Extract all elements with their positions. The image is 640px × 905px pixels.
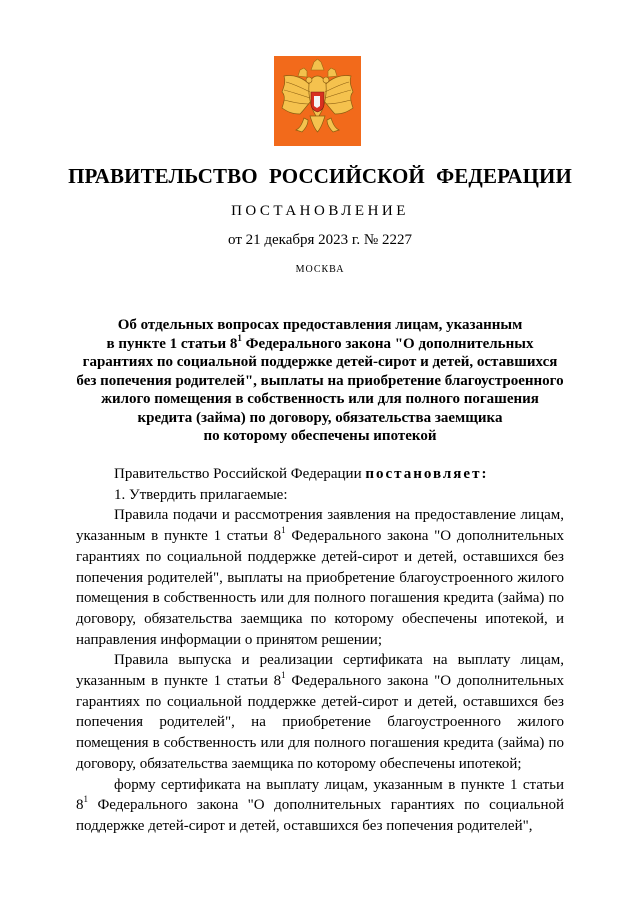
paragraph-certificate-form: форму сертификата на выплату лицам, указанным в пункте 1 статьи $8^1$ Федерального закона "О дополнительных гарантиях по социальной поддержке детей-сирот и детей, оставшихся без попечения родителей", <box>76 776 564 834</box>
heading-line: кредита (займа) по договору, обязательства заемщика <box>137 409 503 426</box>
paragraph-preamble: Правительство Российской Федерации постановляет: <box>114 466 489 482</box>
document-body <box>76 464 564 837</box>
document-heading <box>70 316 570 446</box>
paragraph-rules-application: Правила подачи и рассмотрения заявления на предоставление лицам, указанным в пункте 1 статьи $8^1$ Федерального закона "О дополнительных гарантиях по социальной поддержке детей-сирот и детей, оставшихся без попечения родителей", выплаты на приобретение благоустроенного жилого помещения в собственность или для полного погашения кредита (займа) по договору, обязательства заемщика по которому обеспечены ипотекой, и направления информации о принятом решении; <box>76 507 564 648</box>
heading-line: гарантиях по социальной поддержке детей-сирот и детей, оставшихся <box>82 354 558 370</box>
paragraph-item-1: 1. Утвердить прилагаемые: <box>114 486 288 503</box>
coat-of-arms-emblem <box>274 56 361 146</box>
decree-verb: постановляет: <box>365 466 489 482</box>
paragraph-rules-certificate: Правила выпуска и реализации сертификата на выплату лицам, указанным в пункте 1 статьи $8^1$ Федерального закона "О дополнительных гарантиях по социальной поддержке детей-сирот и детей, оставшихся без попечения родителей", на приобретение благоустроенного жилого помещения в собственность или для полного погашения кредита (займа) по договору, обязательства заемщика по которому обеспечены ипотекой; <box>76 652 564 772</box>
heading-line: Об отдельных вопросах предоставления лицам, указанным <box>117 317 523 333</box>
heading-line: жилого помещения в собственность или для полного погашения <box>101 391 539 407</box>
superscript: 1 <box>237 332 242 343</box>
government-title: ПРАВИТЕЛЬСТВО РОССИЙСКОЙ ФЕДЕРАЦИИ <box>68 164 572 188</box>
heading-line: в пункте 1 статьи $8^1$ Федерального закона "О дополнительных <box>106 332 534 352</box>
heading-line: без попечения родителей", выплаты на приобретение благоустроенного <box>76 372 564 389</box>
document-type: ПОСТАНОВЛЕНИЕ <box>231 203 409 219</box>
document-city: МОСКВА <box>295 264 345 275</box>
heading-line: по которому обеспечены ипотекой <box>203 428 437 444</box>
document-date-number: от 21 декабря 2023 г. № 2227 <box>228 232 412 248</box>
